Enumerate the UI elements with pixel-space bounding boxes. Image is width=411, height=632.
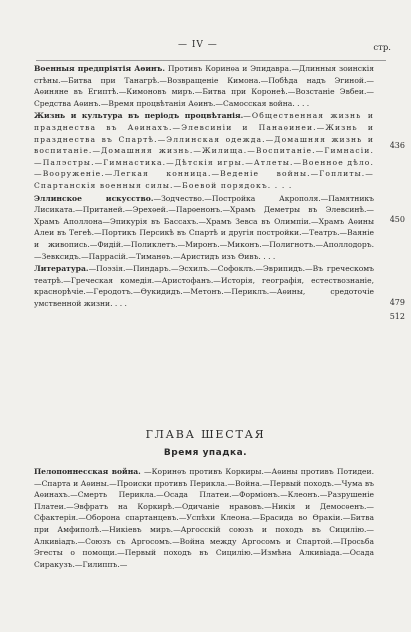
page-header [0, 40, 411, 54]
entry-heading: Эллинское искусство. [34, 193, 154, 203]
entry-text: —Коринѳъ противъ Коркиры.—Аѳины противъ Потидеи.—Спарта и Аѳины.—Происки противъ Перикла.—Война.—Первый походъ.—Чума въ Аѳинахъ.—Смерть Перикла.—Осада Платеи.—Формiонъ.—Клеонъ.—Разрушеніе Платеи.—Эвфратъ на Коркирѣ.—Одичаніе нравовъ.—Никія и Демосѳенъ.—Сфактерія.—Оборона спартанцевъ.—Успѣхи Клеона.—Брасида во Ѳракіи.—Битва при Амфиполѣ.—Никіевъ миръ.—Аргосскій союзъ и походъ въ Сицилію.—Алкивіадъ.—Союзъ съ Аргосомъ.—Война между Аргосомъ и Спартой.—Просьба Эгесты о помощи.—Первый походъ въ Сицилію.—Измѣна Алкивіада.—Осада Сиракузъ.—Гилиппъ.— [34, 467, 374, 569]
entry-heading: Литература. [34, 264, 89, 274]
toc-entries-chapter [34, 466, 374, 571]
header-rule [36, 60, 386, 61]
entry-page: 512 [389, 312, 405, 322]
chapter-title: ГЛАВА ШЕСТАЯ [145, 428, 266, 441]
entry-page: 450 [389, 215, 405, 225]
toc-entries [34, 63, 405, 322]
page-column-label: стр. [373, 43, 391, 53]
entry-text: —Зодчество.—Постройка Акрополя.—Памятникъ Лисиката.—Пританей.—Эрехѳей.—Парѳенонъ.—Храмъ Деметры въ Элевсинѣ.—Храмъ Аполлона—Эпикурія въ Бассахъ.—Храмъ Зевса въ Олимпіи.—Храмъ Аѳины Алеи въ Тегеѣ.—Портикъ Персикѣ въ Спартѣ и другія постройки.—Театръ.—Ваяніе и живопись.—Фидій.—Поликлетъ.—Миронъ.—Миконъ.—Полигнотъ.—Аполлодоръ.—Зевксидъ.—Паррасій.—Тиманѳъ.—Аристидъ изъ Ѳивъ. . . . [34, 193, 374, 261]
page-number: — IV — [178, 40, 218, 50]
entry-page: 479 [389, 297, 405, 307]
entry-text: Противъ Коринѳа и Эпидавра.—Длинныя зоинскія стѣны.—Битва при Танагрѣ.—Возвращеніе Кимона.—Побѣда надъ Эгиной.—Аѳиняне въ Египтѣ.—Кимоновъ миръ.—Битва при Коронеѣ.—Возстаніе Эвбеи.—Средства Аѳинъ.—Время процвѣтанія Аѳинъ.—Самосская война. . . . [34, 64, 375, 108]
chapter-subtitle: Время упадка. [163, 448, 248, 458]
entry-heading: Пелопоннесская война. [34, 467, 141, 476]
entry-text: —Поэзія.—Пиндаръ.—Эсхилъ.—Софоклъ.—Эврипидъ.—Въ греческомъ театрѣ.—Греческая комедія.—Аристофанъ.—Исторія, географія, естествознаніе, краснорѣчіе.—Геродотъ.—Ѳукидидъ.—Метонъ.—Периклъ.—Аѳины, средоточіе умственной жизни. . . . [34, 264, 374, 308]
entry-text: —Общественная жизнь и празднества въ Аѳинахъ.—Элевсиніи и Панаѳинеи.—Жизнь и празднества въ Спартѣ.—Эллинская одежда.—Домашняя жизнь и воспитаніе.—Домашняя жизнь.—Жилища.—Воспитаніе.—Гимнасіи.—Палэстры.—Гимнастика.—Дѣтскія игры.—Атлеты.—Военное дѣло.—Вооруженіе.—Легкая конница.—Веденіе войны.—Гоплиты.—Спартанскія военныя силы.—Боевой порядокъ. . . . [34, 111, 374, 190]
entry-heading: Военныя предпріятія Аѳинъ. [34, 64, 166, 73]
toc-entry [34, 466, 374, 570]
entry-heading: Жизнь и культура въ періодъ процвѣтанія. [34, 111, 244, 121]
entry-page: 436 [389, 141, 405, 150]
